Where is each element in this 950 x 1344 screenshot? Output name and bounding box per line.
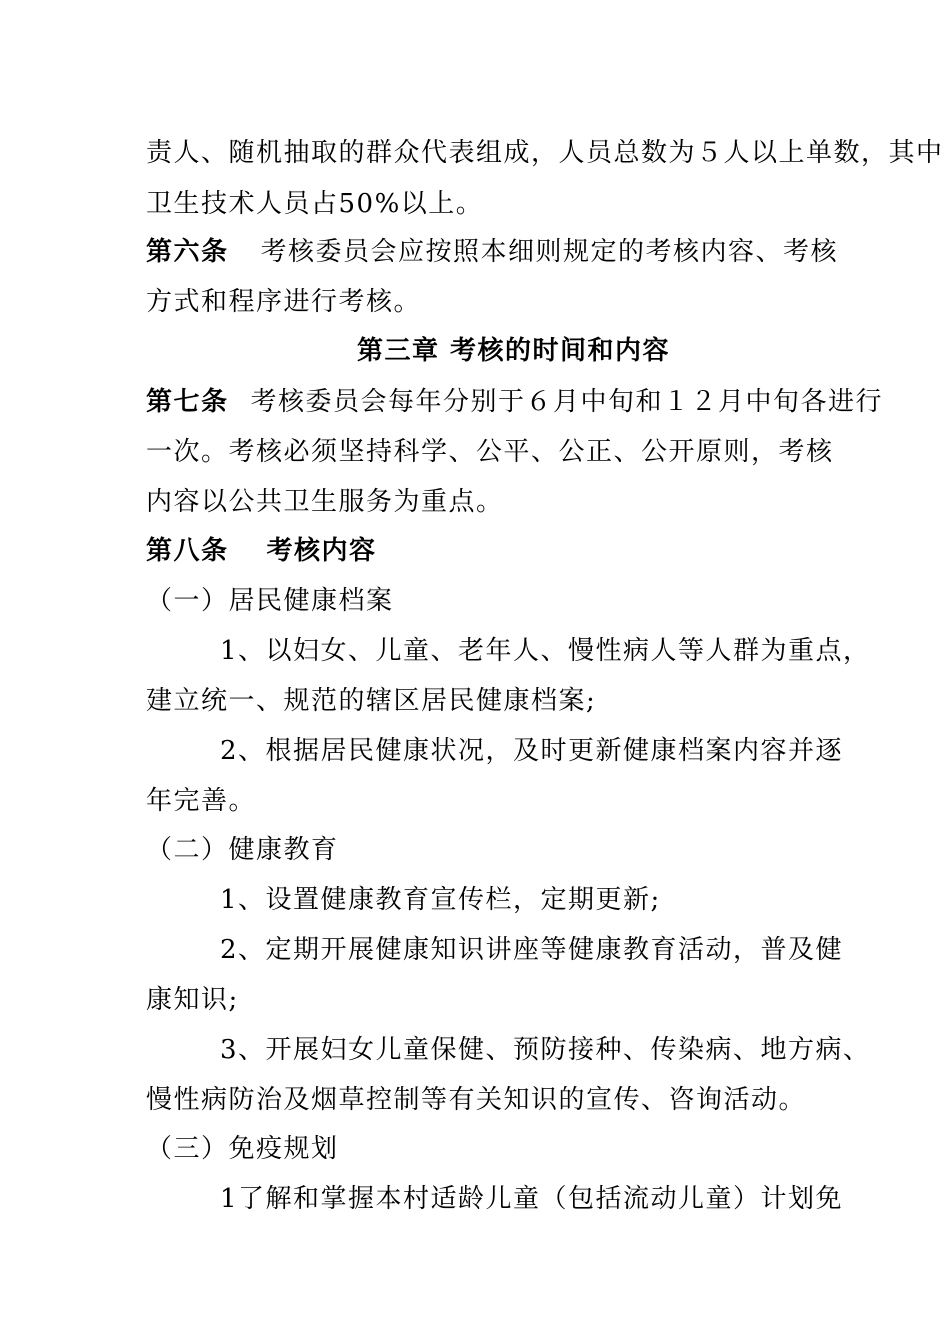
list-item: 1、以妇女、儿童、老年人、慢性病人等人群为重点， bbox=[220, 636, 871, 666]
text-run: 卫生技术人员占50%以上。 bbox=[146, 189, 484, 219]
section-heading: （三）免疫规划 bbox=[146, 1134, 339, 1164]
paragraph-line: 建立统一、规范的辖区居民健康档案; bbox=[146, 686, 597, 716]
article-6 bbox=[146, 239, 838, 265]
list-item: 1、设置健康教育宣传栏，定期更新; bbox=[220, 885, 661, 915]
paragraph-line: 慢性病防治及烟草控制等有关知识的宣传、咨询活动。 bbox=[146, 1085, 807, 1115]
section-heading: （一）居民健康档案 bbox=[146, 586, 394, 616]
paragraph-line: 责人、随机抽取的群众代表组成，人员总数为５人以上单数，其中 bbox=[146, 138, 944, 168]
list-item: 2、根据居民健康状况，及时更新健康档案内容并逐 bbox=[220, 736, 844, 766]
paragraph-line bbox=[146, 191, 483, 217]
article-8-label: 第八条 bbox=[146, 536, 229, 566]
list-item: 3、开展妇女儿童保健、预防接种、传染病、地方病、 bbox=[220, 1035, 871, 1065]
article-8-text: 考核内容 bbox=[266, 536, 377, 566]
article-7-text: 考核委员会每年分别于６月中旬和１２月中旬各进行 bbox=[250, 387, 884, 417]
list-item: 2、定期开展健康知识讲座等健康教育活动，普及健 bbox=[220, 935, 844, 965]
paragraph-line: 一次。考核必须坚持科学、公平、公正、公开原则，考核 bbox=[146, 437, 834, 467]
article-6-label: 第六条 bbox=[146, 237, 229, 267]
paragraph-line: 方式和程序进行考核。 bbox=[146, 287, 422, 317]
article-7-label: 第七条 bbox=[146, 387, 229, 417]
paragraph-line: 年完善。 bbox=[146, 786, 257, 816]
article-6-text: 考核委员会应按照本细则规定的考核内容、考核 bbox=[260, 237, 839, 267]
paragraph-line: 康知识; bbox=[146, 985, 239, 1015]
paragraph-line: 内容以公共卫生服务为重点。 bbox=[146, 487, 504, 517]
article-8 bbox=[146, 538, 377, 564]
section-heading: （二）健康教育 bbox=[146, 835, 339, 865]
article-7 bbox=[146, 389, 883, 415]
list-item: 1了解和掌握本村适龄儿童（包括流动儿童）计划免 bbox=[220, 1184, 844, 1214]
chapter-heading: 第三章 考核的时间和内容 bbox=[357, 336, 671, 366]
